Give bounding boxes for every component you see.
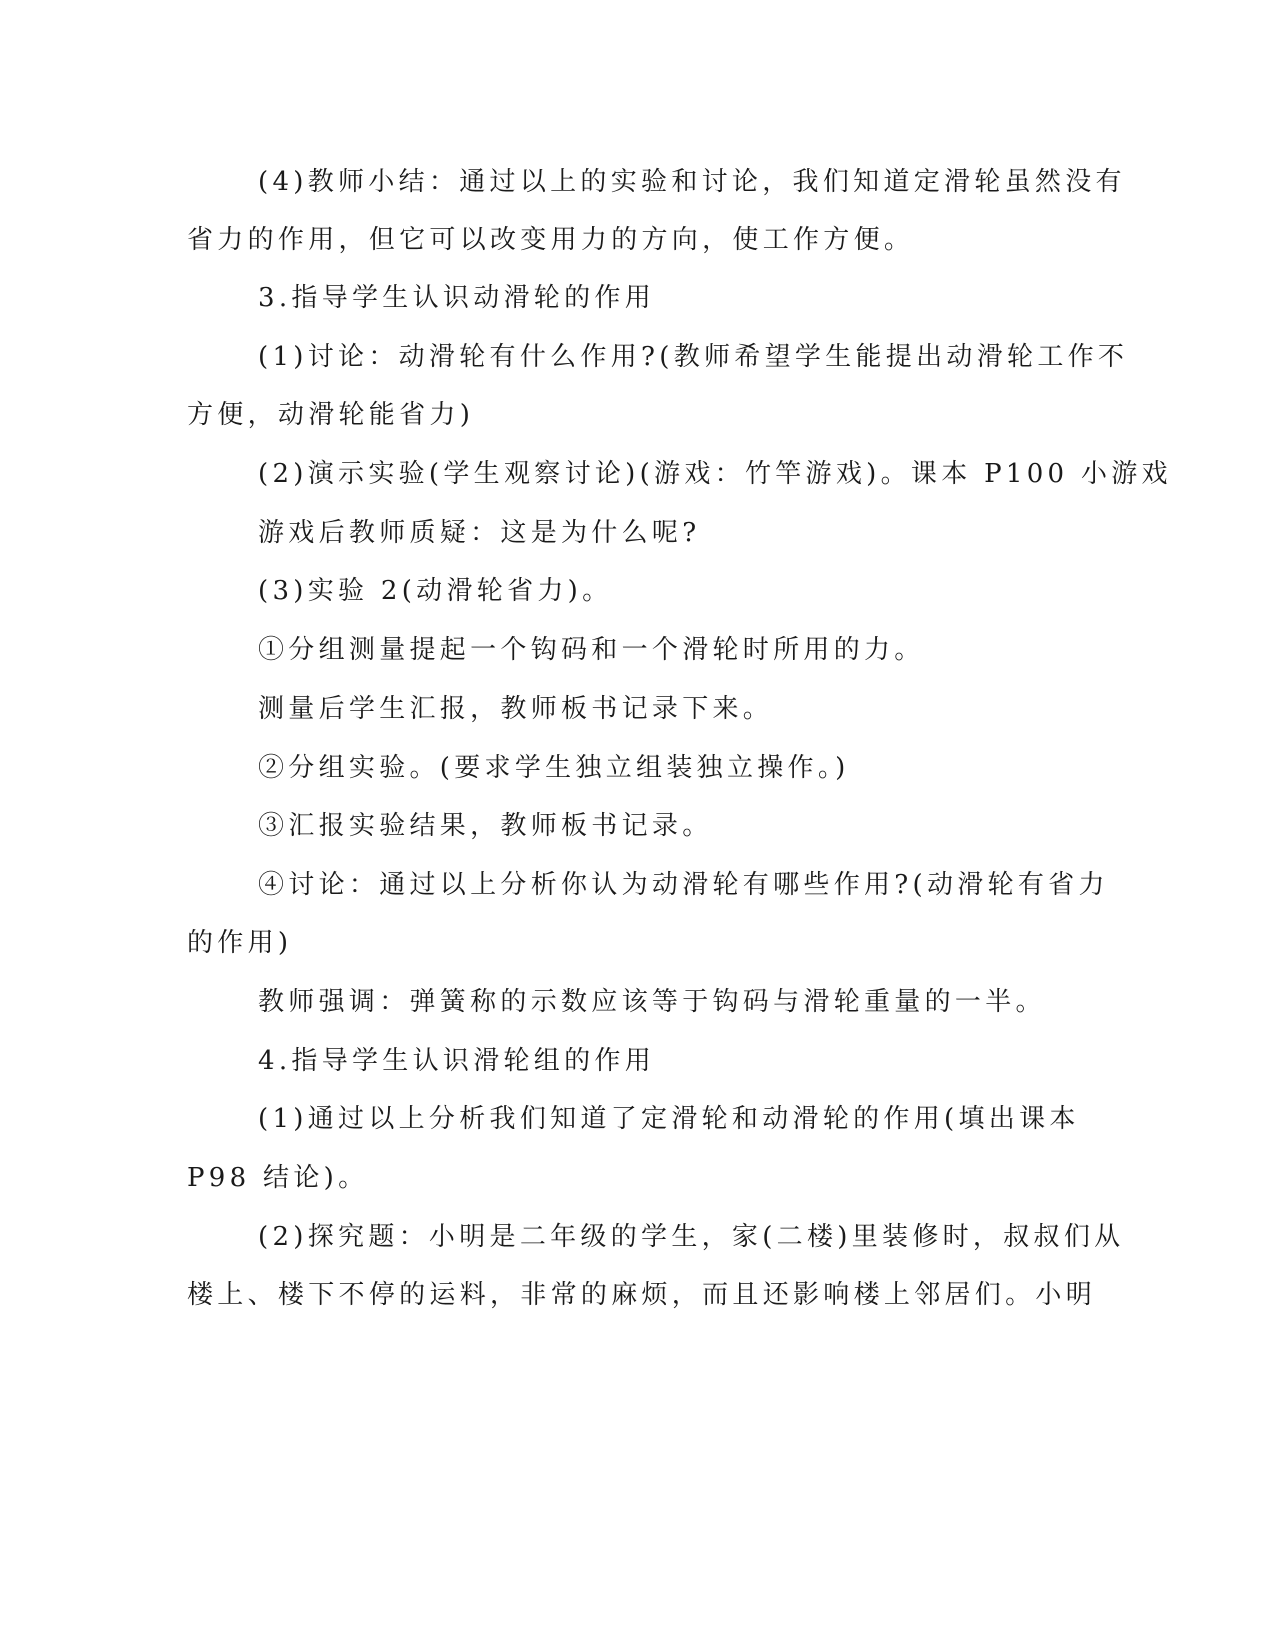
inquiry-question-line-2: 楼上、楼下不停的运料，非常的麻烦，而且还影响楼上邻居们。小明 [187,1280,1097,1310]
step-3-line: ③汇报实验结果，教师板书记录。 [258,811,713,841]
section-heading-4: 4.指导学生认识滑轮组的作用 [258,1046,656,1076]
summary-paragraph-line-1: (4)教师小结：通过以上的实验和讨论，我们知道定滑轮虽然没有 [258,167,1126,197]
pulley-summary-line-1: (1)通过以上分析我们知道了定滑轮和动滑轮的作用(填出课本 [258,1104,1080,1134]
experiment-2-heading: (3)实验 2(动滑轮省力)。 [258,576,613,606]
step-2-line: ②分组实验。(要求学生独立组装独立操作。) [258,753,850,783]
teacher-emphasis-line: 教师强调：弹簧称的示数应该等于钩码与滑轮重量的一半。 [258,987,1046,1017]
discussion-paragraph-line-1: (1)讨论：动滑轮有什么作用?(教师希望学生能提出动滑轮工作不 [258,342,1129,372]
inquiry-question-line-1: (2)探究题：小明是二年级的学生，家(二楼)里装修时，叔叔们从 [258,1222,1125,1252]
step-4-line-2: 的作用) [187,928,293,958]
demo-experiment-paragraph: (2)演示实验(学生观察讨论)(游戏：竹竿游戏)。课本 P100 小游戏 [258,459,1172,489]
discussion-paragraph-line-2: 方便，动滑轮能省力) [187,400,475,430]
pulley-summary-line-2: P98 结论)。 [187,1163,369,1193]
summary-paragraph-line-2: 省力的作用，但它可以改变用力的方向，使工作方便。 [187,225,915,255]
report-line: 测量后学生汇报，教师板书记录下来。 [258,694,774,724]
section-heading-3: 3.指导学生认识动滑轮的作用 [258,283,656,313]
step-4-line-1: ④讨论：通过以上分析你认为动滑轮有哪些作用?(动滑轮有省力 [258,870,1109,900]
teacher-question-line: 游戏后教师质疑：这是为什么呢? [258,518,701,548]
step-1-line: ①分组测量提起一个钩码和一个滑轮时所用的力。 [258,635,925,665]
